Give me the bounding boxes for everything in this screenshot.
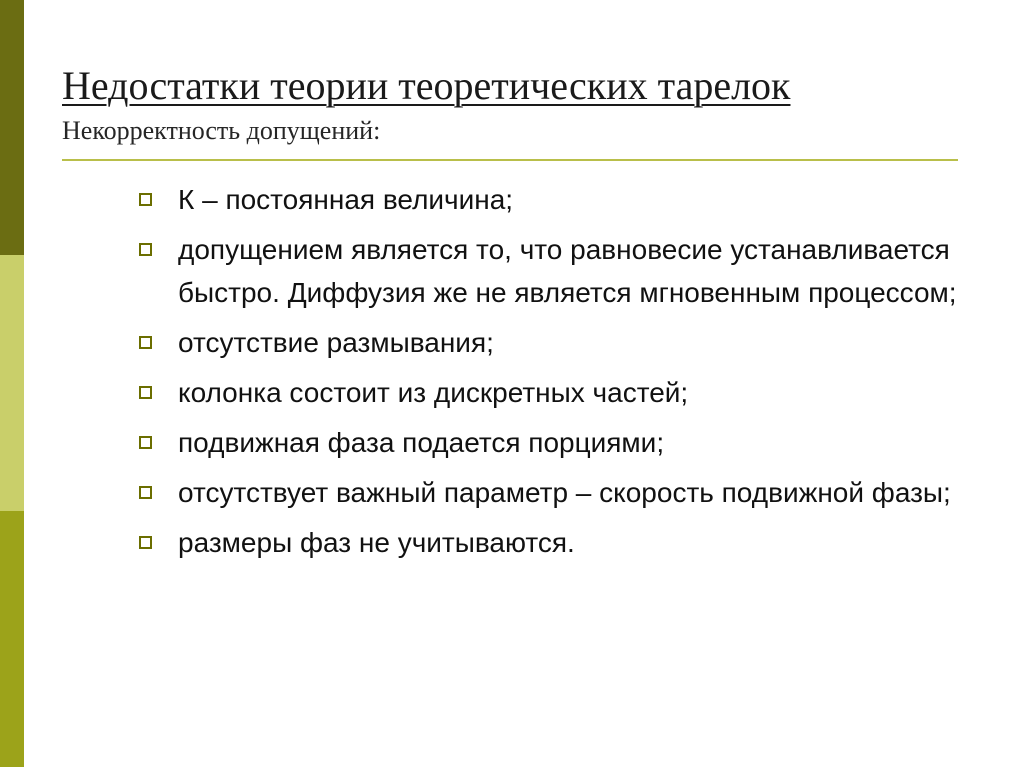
left-accent-bar [0,0,24,767]
bullet-text: подвижная фаза подается порциями; [178,427,665,458]
bullet-item [138,321,968,364]
bullet-text: К – постоянная величина; [178,184,514,215]
hollow-square-bullet-icon [139,243,152,256]
bullet-item [138,228,968,314]
accent-bar-bottom-segment [0,511,24,767]
hollow-square-bullet-icon [139,486,152,499]
slide-subtitle: Некорректность допущений: [62,116,381,145]
accent-bar-top-segment [0,0,24,255]
bullet-item [138,371,968,414]
bullet-text: допущением является то, что равновесие устанавливается быстро. Диффузия же не является мгновенным процессом; [178,234,957,308]
bullet-item [138,178,968,221]
hollow-square-bullet-icon [139,336,152,349]
bullet-item [138,521,968,564]
hollow-square-bullet-icon [139,436,152,449]
accent-bar-middle-segment [0,255,24,511]
bullet-text: колонка состоит из дискретных частей; [178,377,689,408]
title-divider [62,159,958,161]
bullet-list [138,178,968,571]
slide-title: Недостатки теории теоретических тарелок [62,63,791,108]
hollow-square-bullet-icon [139,536,152,549]
bullet-text: отсутствует важный параметр – скорость подвижной фазы; [178,477,951,508]
bullet-text: отсутствие размывания; [178,327,494,358]
hollow-square-bullet-icon [139,193,152,206]
bullet-text: размеры фаз не учитываются. [178,527,575,558]
hollow-square-bullet-icon [139,386,152,399]
bullet-item [138,421,968,464]
bullet-item [138,471,968,514]
